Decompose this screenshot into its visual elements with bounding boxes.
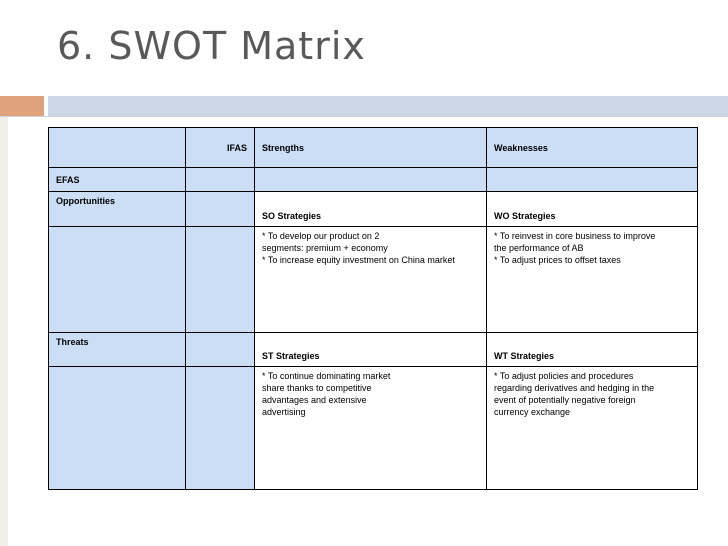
strengths-header: Strengths xyxy=(255,128,487,168)
wo-strategies-cell xyxy=(487,227,698,333)
st-strategies-cell xyxy=(255,367,487,490)
weaknesses-header: Weaknesses xyxy=(487,128,698,168)
so-line: * To develop our product on 2 xyxy=(262,231,380,241)
threats-spacer-cell xyxy=(186,333,255,367)
page-title: 6. SWOT Matrix xyxy=(57,24,366,68)
so-strategies-cell xyxy=(255,227,487,333)
so-strategies-title: SO Strategies xyxy=(255,192,487,227)
opportunities-label: Opportunities xyxy=(49,192,186,227)
title-rule-line xyxy=(0,116,728,117)
opportunities-body-cell xyxy=(49,227,186,333)
wo-line: the performance of AB xyxy=(494,243,584,253)
st-line: advantages and extensive xyxy=(262,395,367,405)
wt-line: currency exchange xyxy=(494,407,571,417)
st-line: share thanks to competitive xyxy=(262,383,372,393)
so-line: * To increase equity investment on China market xyxy=(262,255,455,265)
threats-label: Threats xyxy=(49,333,186,367)
efas-label: EFAS xyxy=(49,168,186,192)
wo-line: * To reinvest in core business to improve xyxy=(494,231,656,241)
threats-body-spacer xyxy=(186,367,255,490)
left-margin-strip xyxy=(0,117,8,546)
strengths-spacer-cell xyxy=(255,168,487,192)
efas-spacer-cell xyxy=(186,168,255,192)
wt-strategies-cell xyxy=(487,367,698,490)
title-accent-bar xyxy=(0,96,44,116)
corner-cell xyxy=(49,128,186,168)
opportunities-spacer-cell xyxy=(186,192,255,227)
wt-line: event of potentially negative foreign xyxy=(494,395,636,405)
wo-strategies-title: WO Strategies xyxy=(487,192,698,227)
ifas-label: IFAS xyxy=(186,128,255,168)
title-rule-bar xyxy=(48,96,728,116)
weaknesses-spacer-cell xyxy=(487,168,698,192)
st-line: advertising xyxy=(262,407,306,417)
so-line: segments: premium + economy xyxy=(262,243,388,253)
st-strategies-title: ST Strategies xyxy=(255,333,487,367)
wo-line: * To adjust prices to offset taxes xyxy=(494,255,621,265)
swot-matrix-table xyxy=(48,127,698,490)
threats-body-cell xyxy=(49,367,186,490)
opportunities-body-spacer xyxy=(186,227,255,333)
wt-line: regarding derivatives and hedging in the xyxy=(494,383,655,393)
st-line: * To continue dominating market xyxy=(262,371,391,381)
wt-line: * To adjust policies and procedures xyxy=(494,371,634,381)
wt-strategies-title: WT Strategies xyxy=(487,333,698,367)
